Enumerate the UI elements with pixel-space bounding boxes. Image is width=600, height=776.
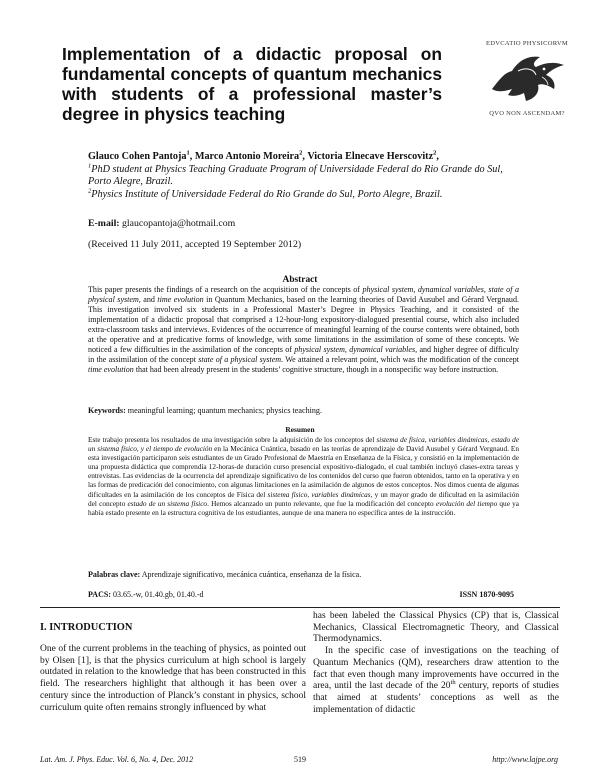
received-dates: (Received 11 July 2011, accepted 19 September 2012) bbox=[88, 239, 302, 250]
author-2-affil: 2 bbox=[299, 149, 303, 157]
logo-motto-top: EDVCATIO PHYSICORVM bbox=[486, 40, 568, 47]
palabras-value: Aprendizaje significativo, mecánica cuántica, enseñanza de la física. bbox=[141, 570, 362, 579]
affiliation-1-mark: 1 bbox=[88, 162, 92, 170]
abstract-heading: Abstract bbox=[282, 275, 318, 285]
paper-title: Implementation of a didactic proposal on fundamental concepts of quantum mechanics with students of a professional master’s degree in physics teaching bbox=[62, 44, 442, 124]
affiliation-2 bbox=[88, 189, 528, 202]
resumen-text: Este trabajo presenta los resultados de una investigación sobre la adquisición de los conceptos del sistema de física, variables dinámicas, estado de un sistema físico, y el tiempo de evolución en la Mecánica Cuántica, basado en las teorías de aprendizaje de David Ausubel y Gérard Vergnaud. En esta investigación participaron seis estudiantes de un Grado Profesional de Maestría en Enseñanza de la Física, y consistió en la implementación de una propuesta didáctica que comprendía 12-horas-de duración curso presencial expositivo-dialogado, el cual también incluyó clases-extra tareas y entrevistas. Las evidencias de la ocurrencia del aprendizaje significativo de los contenidos del curso que fueron obtenidos, tanto en la operativa y en las formas de predicación del conocimiento, con algunas limitaciones en la asimilación de algunos de estos conceptos. Nos dimos cuenta de algunas dificultades en la asimilación de los conceptos de Física del sistema físico, variables dinámicas, y un mayor grado de dificultad en la asimilación del concepto estado de un sistema físico. Hemos alcanzado un punto relevante, que fue la modificación del concepto evolución del tiempo que ya había estado presente en la estructura cognitiva de los estudiantes, aunque de una manera no específica antes de la instrucción. bbox=[88, 436, 519, 517]
intro-right-paragraph-1: has been labeled the Classical Physics (CP) that is, Classical Mechanics, Classical Electromagnetic Theory, and Classical Thermodynamics. bbox=[313, 611, 559, 645]
keywords-line bbox=[88, 406, 322, 415]
affiliation-2-mark: 2 bbox=[88, 187, 92, 195]
abstract-text: This paper presents the findings of a research on the acquisition of the concepts of physical system, dynamical variables, state of a physical system, and time evolution in Quantum Mechanics, based on the learning theories of David Ausubel and Gérard Vergnaud. This investigation involved six students in a Professional Master’s Degree in Physics Teaching, and it consisted of the implementation of a didactic proposal that comprised a 12-hour-long expository-dialogued presential course, which also included extra-classroom tasks and interviews. Evidences of the occurrence of meaningful learning of the course contents were obtained, both at the operative and at predicative forms of knowledge, with some limitations in the assimilation of some of these concepts. We noticed a few difficulties in the assimilation of the concepts of physical system, dynamical variables, and higher degree of difficulty in the assimilation of the concept state of a physical system. We attained a relevant point, which was the modification of the concept time evolution that had been already present in the students’ cognitive structure, though in a nonspecific way before instruction. bbox=[88, 285, 519, 374]
author-2: Marco Antonio Moreira bbox=[194, 151, 300, 162]
palabras-label: Palabras clave: bbox=[88, 570, 141, 579]
pacs-value: 03.65.-w, 01.40.gb, 01.40.-d bbox=[112, 590, 204, 599]
journal-logo bbox=[468, 40, 586, 118]
intro-right-paragraph-2: In the specific case of investigations on the teaching of Quantum Mechanics (QM), researchers draw attention to the fact that even though many improvements have occurred in the area, until the last decade of the 20th century, reports of studies that aimed at students’ conceptions as well as the implementation of didactic bbox=[313, 646, 559, 715]
logo-motto-bottom: QVO NON ASCENDAM? bbox=[489, 110, 565, 117]
pacs-line bbox=[88, 590, 204, 599]
affiliation-2-text: Physics Institute of Universidade Federal do Rio Grande do Sul, Porto Alegre, Brazil. bbox=[91, 188, 443, 200]
email-line bbox=[88, 218, 235, 229]
author-names: Glauco Cohen Pantoja$^1$, Marco Antonio Moreira$^2$, Victoria Elnecave Herscovitz$^2$, bbox=[88, 149, 439, 162]
palabras-clave-line bbox=[88, 570, 361, 579]
section-divider bbox=[40, 607, 560, 608]
author-3-affil: 2 bbox=[433, 149, 437, 157]
affiliation-1-text: PhD student at Physics Teaching Graduate Program of Universidade Federal do Rio Grande do Sul, Porto Alegre, Brazil. bbox=[88, 163, 503, 187]
email-address[interactable]: glaucopantoja@hotmail.com bbox=[122, 218, 236, 229]
pegasus-emblem-icon bbox=[482, 49, 572, 107]
footer-journal-url[interactable]: http://www.lajpe.org bbox=[492, 755, 558, 764]
keywords-label: Keywords: bbox=[88, 406, 126, 415]
pacs-label: PACS: bbox=[88, 590, 111, 599]
introduction-heading: I. INTRODUCTION bbox=[40, 622, 133, 633]
intro-right-column bbox=[313, 611, 559, 716]
resumen-heading: Resumen bbox=[285, 425, 315, 434]
authors-block bbox=[88, 151, 528, 201]
affiliation-1 bbox=[88, 164, 528, 189]
footer-page-number: 519 bbox=[294, 755, 306, 764]
author-3: Victoria Elnecave Herscovitz bbox=[307, 151, 434, 162]
intro-left-column: One of the current problems in the teaching of physics, as pointed out by Olsen [1], is that the physics curriculum at high school is largely outdated in relation to the knowledge that has been constructed in this field. The researchers highlight that although it has been over a century since the introduction of Planck’s constant in physics, school curriculum quite often remains strongly influenced by what bbox=[40, 644, 306, 713]
author-1-affil: 1 bbox=[186, 149, 190, 157]
footer-journal-citation: Lat. Am. J. Phys. Educ. Vol. 6, No. 4, Dec. 2012 bbox=[40, 755, 194, 764]
issn: ISSN 1870-9095 bbox=[459, 590, 514, 599]
email-label: E-mail: bbox=[88, 218, 120, 229]
keywords-value: meaningful learning; quantum mechanics; physics teaching. bbox=[127, 406, 322, 415]
author-1: Glauco Cohen Pantoja bbox=[88, 151, 187, 162]
